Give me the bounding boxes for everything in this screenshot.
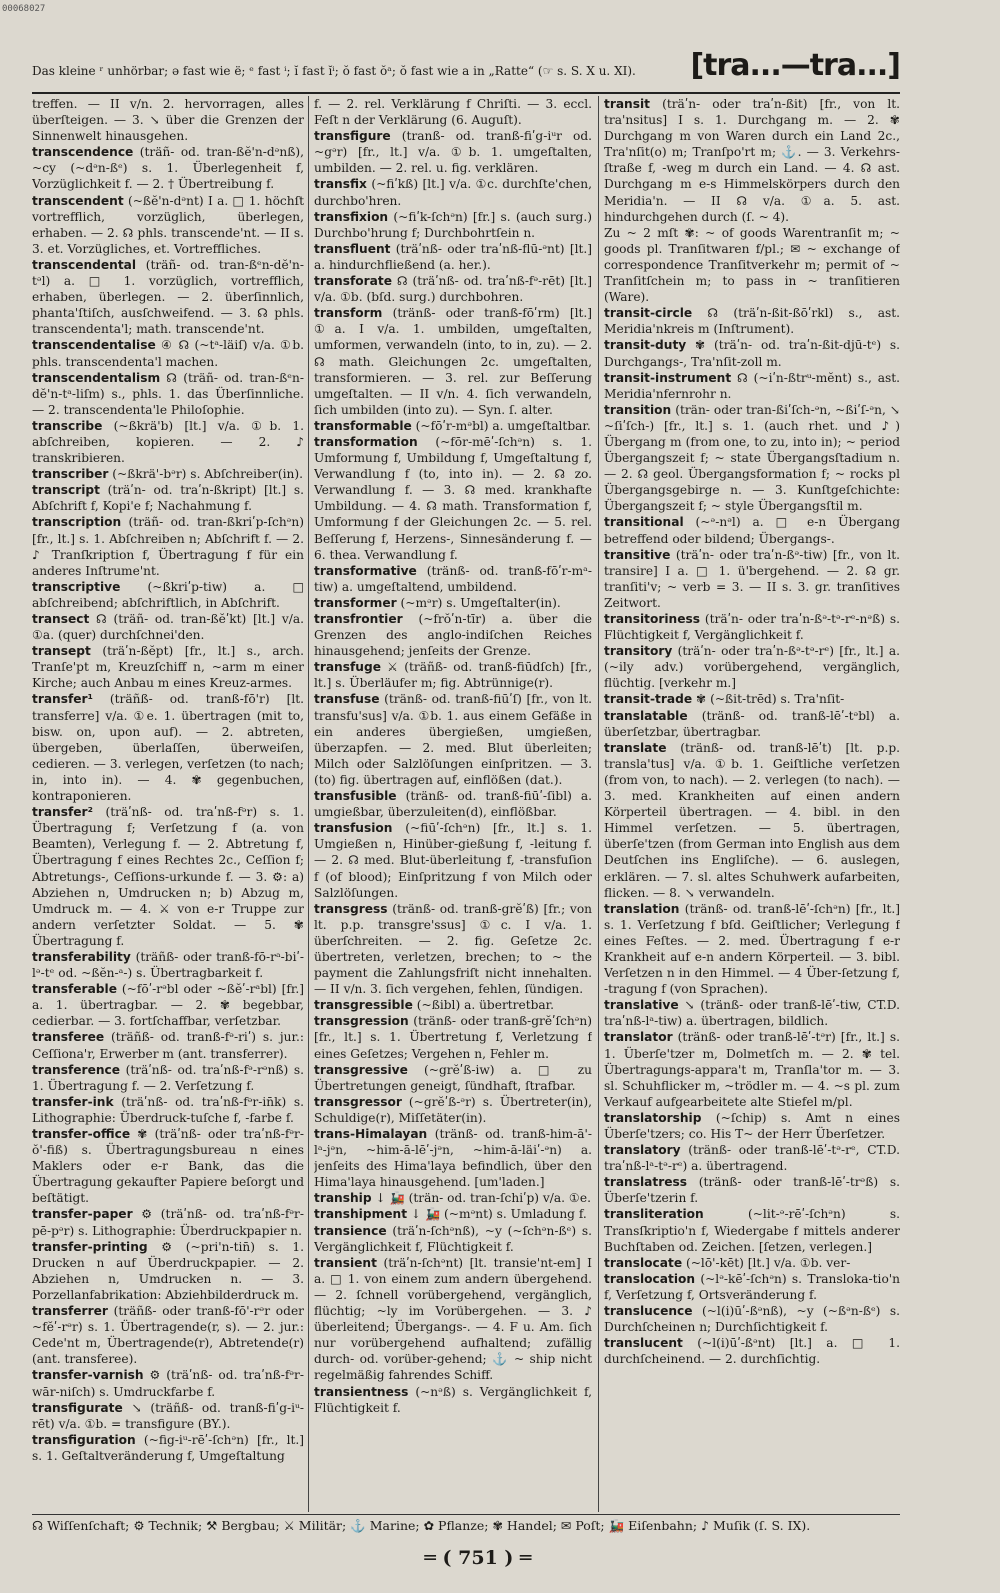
headword: transfix	[314, 177, 367, 192]
entry-definition: ↘ (träñß- od. tranß-fiʹg-iᵘ-rēt) v/a. ①b. = transfigure (BY.).	[32, 1400, 304, 1431]
dictionary-entry	[604, 225, 900, 305]
headword: transforate	[314, 274, 392, 289]
entry-definition: (träñß- od. tranß-fō'r) [lt. transferre] v/a. ①e. 1. übertragen (mit to, bisw. on, upon auf). — 2. abtreten, übergeben, überlaſſen, überweiſen, cedieren. — 3. verlegen, verſetzen (to nach; in, into in). — 4. ✾ gegenbuchen, kontraponieren.	[32, 692, 304, 804]
entry-definition: ⚙ (träʹnß- od. traʹnß-fᵊr-wār-niſch) s. Umdruckfarbe f.	[32, 1368, 304, 1399]
headword: trans-Himalayan	[314, 1127, 428, 1141]
entry-definition: ↘ (tränß- oder tranß-lēʹ-tiw, CT.D. traʹnß-lᵃ-tiw) a. übertragen, bildlich.	[604, 998, 900, 1029]
dictionary-entry	[314, 1126, 592, 1190]
column-3	[604, 96, 900, 1512]
entry-definition: (träʹn- oder traʹn-ßᵊ-tᵊ-rᵉ-nᵊß) s. Flüchtigkeit f, Vergänglichkeit f.	[604, 612, 900, 643]
dictionary-entry	[32, 981, 304, 1029]
dictionary-entry	[604, 1110, 900, 1142]
entry-definition: treffen. — II v/n. 2. hervorragen, alles überſteigen. — 3. ↘ über die Grenzen der Sinnenwelt hinausgehen.	[32, 97, 304, 144]
dictionary-entry	[32, 643, 304, 691]
headword: transitive	[604, 547, 671, 562]
headword: transept	[32, 644, 91, 659]
entry-definition: (träñß- oder tranß-fō'-rᵊr oder ~fĕʹ-rᵊr) s. 1. Übertragende(r, s). — 2. jur.: Cede'nt m, Übertragende(r), Abtretende(r) (ant. transferee).	[32, 1304, 304, 1367]
entry-definition: (tränß- od. tranß-him-ā'-lᵃ-jᵊn, ~him-ā-lēʹ-jᵊn, ~him-ā-läiʹ-ᵊn) a. jenſeits des Hima'laya befindlich, über den Hima'laya hinausgehend. [um'laden.]	[314, 1127, 592, 1190]
dictionary-entry	[604, 337, 900, 369]
headword: transect	[32, 612, 90, 626]
entry-definition: (~frŏʹn-tīr) a. über die Grenzen des anglo-indiſchen Reiches hinausgehend; jenſeits der Grenze.	[314, 612, 592, 659]
dictionary-entry	[314, 1013, 592, 1061]
entry-definition: ⚔ (träñß- od. tranß-fiūdſch) [fr., lt.] s. Überläufer m; fig. Abtrünnige(r).	[314, 660, 592, 691]
headword: transcendentalise	[32, 338, 156, 353]
entry-definition: (träñ- od. tran-ßᵉn-dĕ'n-tᵊl) a. □ 1. vorzüglich, vortrefflich, erhaben, überlegen. — 2. überſinnlich, phanta'ſtiſch, ausſchweifend. — 3. ☊ phls. transcendenta'l; math. transcende'nt.	[32, 257, 304, 337]
column-2	[314, 96, 592, 1512]
headword: transgressor	[314, 1094, 402, 1109]
dictionary-entry	[32, 1303, 304, 1367]
dictionary-entry	[604, 370, 900, 402]
dictionary-entry	[604, 1255, 900, 1271]
headword: transfixion	[314, 209, 389, 224]
dictionary-entry	[604, 901, 900, 998]
headword: tranship	[314, 1191, 372, 1206]
entry-definition: (tränß- od. tranß-lēʹt) [lt. p.p. transla'tus] v/a. ①b. 1. Geiſtliche verſetzen (from von, to nach). — 2. verlegen (to nach). — 3. med. Krankheiten auf einen andern Körperteil übertragen. — 4. bibl. in den Himmel verſetzen. — 5. übertragen, überſe'tzen (from German into English aus dem Deutſchen ins Engliſche). — 6. auslegen, erklären. — 7. sl. altes Schuhwerk aufarbeiten, flicken. — 8. ↘ verwandeln.	[604, 740, 900, 900]
dictionary-entry	[32, 1206, 304, 1238]
dictionary-entry	[604, 1029, 900, 1109]
entry-definition: (~lō'-kēt) [lt.] v/a. ①b. ver-	[682, 1255, 851, 1270]
dictionary-entry	[314, 241, 592, 273]
headword: translatorship	[604, 1110, 702, 1125]
dictionary-entry	[32, 1367, 304, 1399]
headword: transfer-printing	[32, 1239, 148, 1254]
entry-definition: (~ßkrä'b) [lt.] v/a. ①b. 1. abſchreiben, kopieren. — 2. ♪ transkribieren.	[32, 418, 304, 466]
entry-definition: (~fiūʹ-ſchᵊn) [fr., lt.] s. 1. Umgießen n, Hinüber-gießung f, -leitung f. — 2. ☊ med. Blut-überleitung f, -transfuſion f (of blood); Einſpritzung f von Milch oder Salzlöſungen.	[314, 821, 592, 900]
entry-definition: (~lᵊ-kēʹ-ſchᵊn) s. Transloka-tio'n f, Verſetzung f, Ortsveränderung f.	[604, 1271, 900, 1302]
headword: transferee	[32, 1030, 105, 1045]
headword: transientness	[314, 1384, 409, 1399]
dictionary-entry	[32, 1400, 304, 1432]
headword: transliteration	[604, 1207, 704, 1222]
dictionary-entry	[314, 128, 592, 176]
dictionary-entry	[32, 337, 304, 369]
dictionary-entry	[604, 691, 900, 707]
entry-definition: (~ßĕ'n-dᵊnt) I a. □ 1. höchſt vortrefflich, vorzüglich, überlegen, erhaben. — 2. ☊ phls. transcende'nt. — II s. 3. et. Vorzügliches, et. Vortreffliches.	[32, 193, 304, 256]
entry-definition: (tranß- od. tranß-fiʹg-iᵘr od. ~gᵊr) [fr., lt.] v/a. ①b. 1. umgeſtalten, umbilden. — 2. rel. u. fig. verklären.	[314, 129, 592, 176]
entry-definition: ✾ (träʹn- od. traʹn-ßit-djū-tᵉ) s. Durchgangs-, Tra'nſit-zoll m.	[604, 338, 900, 369]
headword: transfigurate	[32, 1400, 123, 1415]
entry-definition: (träʹn-ßĕpt) [fr., lt.] s., arch. Tranſe'pt m, Kreuzſchiff n, ~arm m einer Kirche; auch Anbau m eines Kreuz-armes.	[32, 644, 304, 691]
entry-definition: (tränß- od. tranß-lēʹ-ſchᵊn) [fr., lt.] s. 1. Verſetzung f bſd. Geiſtlicher; Verlegung f eines Feſtes. — 2. med. Übertragung f e-r Krankheit auf e-n andern Körperteil. — 3. bibl. Verſetzen n in den Himmel. — 4 Über-ſetzung f, -tragung f (von Sprachen).	[604, 901, 900, 997]
dictionary-entry	[604, 643, 900, 691]
headword: transferable	[32, 982, 117, 997]
headword: transcendental	[32, 257, 137, 272]
headword: transference	[32, 1062, 121, 1077]
guide-words: [tra...—tra...]	[690, 48, 900, 83]
headword: transit-trade	[604, 692, 693, 707]
entry-definition: (~fiʹk-ſchᵊn) [fr.] s. (auch surg.) Durchbo'hrung f; Durchbohrtſein n.	[314, 209, 592, 240]
dictionary-entry	[32, 370, 304, 418]
dictionary-entry	[314, 788, 592, 820]
page-id-stamp: 00068027	[2, 4, 46, 14]
headword: transferrer	[32, 1304, 108, 1319]
dictionary-entry	[314, 1190, 592, 1206]
dictionary-entry	[604, 1303, 900, 1335]
columns-area	[32, 96, 900, 1512]
dictionary-entry	[314, 1384, 592, 1416]
symbol-legend: ☊ Wiſſenſchaft; ⚙ Technik; ⚒ Bergbau; ⚔ Militär; ⚓ Marine; ✿ Pflanze; ✾ Handel; ✉ Poſt; 🚂 Eiſenbahn; ♪ Muſik (ſ. S. IX).	[32, 1518, 811, 1533]
headword: translucence	[604, 1304, 693, 1319]
headword: transformable	[314, 418, 412, 433]
headword: translatory	[604, 1143, 681, 1158]
entry-definition: (~fig-iᵘ-rēʹ-ſchᵊn) [fr., lt.] s. 1. Geſtaltveränderung f, Umgeſtaltung	[32, 1432, 304, 1463]
headword: transcribe	[32, 418, 103, 433]
dictionary-entry	[32, 482, 304, 514]
dictionary-entry	[604, 1174, 900, 1206]
entry-definition: (träʹn- oder traʹn-ßit) [fr., von lt. tra'nsitus] I s. 1. Durchgang m. — 2. ✾ Durchgang m von Waren durch ein Land 2c., Tra'nſit(o) m; Tranſpo'rt m; ⚓. — 3. Verkehrs-ſtraße f, -weg m durch ein Land. — 4. ☊ ast. Durchgang m e-s Himmelskörpers durch den Meridia'n. — II ☊ v/a. ①a. 5. ast. hindurchgehen durch (ſ. ~ 4).	[604, 97, 900, 224]
dictionary-entry	[604, 997, 900, 1029]
dictionary-entry	[32, 691, 304, 804]
entry-definition: (~nᵊß) s. Vergänglichkeit f, Flüchtigkeit f.	[314, 1384, 592, 1415]
entry-definition: (tränß- oder tranß-lēʹ-tᵊ-rᵉ, CT.D. traʹnß-lᵃ-tᵊ-rᵉ) a. übertragend.	[604, 1143, 900, 1174]
footer-rule	[32, 1514, 900, 1515]
dictionary-entry	[32, 418, 304, 466]
entry-definition: (trän- oder tran-ßiʹſch-ᵊn, ~ßiʹſ-ᵊn, ↘ ~ſiʹſch-) [fr., lt.] s. 1. (auch rhet. und ♪) Übergang m (from one, to zu, into in); ~ period Übergangszeit f; ~ state Übergangsſtadium n. — 2. ☊ geol. Übergangsformation f; ~ rocks pl Übergangsgebirge n. — 3. Kunſtgeſchichte: Übergangszeit f; ~ style Übergangsſtil m.	[604, 402, 900, 514]
headword: transfer-ink	[32, 1094, 114, 1109]
headword: transition	[604, 402, 672, 417]
headword: transit-circle	[604, 306, 693, 321]
page-number: ═ ( 751 ) ═	[424, 1547, 532, 1569]
dictionary-entry	[32, 144, 304, 192]
headword: transfusible	[314, 789, 397, 804]
entry-definition: ⚙ (~pri'n-tin̄) s. 1. Drucken n auf Überdruckpapier. — 2. Abziehen n, Umdrucken n. — 3. Porzellanfabrikation: Abziehbilderdruck m.	[32, 1239, 304, 1302]
headword: transcendent	[32, 193, 124, 208]
entry-definition: (träʹn- od. traʹn-ßkript) [lt.] s. Abſchrift f, Kopi'e f; Nachahmung f.	[32, 483, 304, 514]
headword: transit	[604, 97, 650, 111]
dictionary-entry	[314, 1206, 592, 1222]
headword: transcendence	[32, 145, 134, 160]
entry-definition: (~lit-ᵊ-rēʹ-ſchᵊn) s. Transſkriptio'n f, Wiedergabe f mittels anderer Buchſtaben od. Zeichen. [ſetzen, verlegen.]	[604, 1207, 900, 1254]
entry-definition: Zu ~ 2 mſt ✾: ~ of goods Warentranſit m; ~ goods pl. Tranſitwaren f/pl.; ✉ ~ exchange of correspondence Tranſitverkehr m; permit of ~ Tranſitſchein m; to pass in ~ tranſitieren (Ware).	[604, 225, 900, 305]
headword: transfer-varnish	[32, 1368, 144, 1383]
entry-definition: (träʹn- oder traʹn-ßᵊ-tiw) [fr., von lt. transire] I a. □ 1. ü'bergehend. — 2. ☊ gr. tranſiti'v; ~ verb = 3. — II s. 3. gr. tranſitives Zeitwort.	[604, 547, 900, 610]
dictionary-entry	[32, 257, 304, 337]
dictionary-entry	[314, 1255, 592, 1384]
dictionary-entry	[604, 611, 900, 643]
entry-definition: ☊ (träñ- od. tran-ßᵉn-dĕ'n-tᵃ-liſm) s., phls. 1. das Überſinnliche. — 2. transcendenta'le Philoſophie.	[32, 370, 304, 417]
headword: transhipment	[314, 1207, 408, 1222]
dictionary-entry	[314, 418, 592, 434]
headword: transcript	[32, 483, 100, 498]
dictionary-entry	[32, 1029, 304, 1061]
dictionary-entry	[314, 176, 592, 208]
entry-definition: (tränß- od. tranß-fiūʹſ) [fr., von lt. transfu'sus] v/a. ①b. 1. aus einem Gefäße in ein anderes übergießen, umgießen, überzapfen. — 2. med. Blut überleiten; Milch oder Salzlöſungen einſpritzen. — 3. (to) fig. übertragen auf, einflößen (dat.).	[314, 692, 592, 787]
headword: translate	[604, 740, 667, 755]
entry-definition: (tränß- od. tranß-fiūʹ-ſibl) a. umgießbar, überzuleiten(d), einflößbar.	[314, 789, 592, 820]
entry-definition: ⚙ (träʹnß- od. traʹnß-fᵊr-pē-pᵊr) s. Lithographie: Überdruckpapier n.	[32, 1207, 304, 1238]
dictionary-entry	[32, 1062, 304, 1094]
dictionary-entry	[32, 1239, 304, 1303]
dictionary-entry	[314, 273, 592, 305]
entry-definition: (träñ- od. tran-ßĕ'n-dᵊnß), ~cy (~dᵊn-ßᵉ) s. 1. Überlegenheit f, Vorzüglichkeit f. — 2. † Übertreibung f.	[32, 145, 304, 192]
entry-definition: ☊ (träʹn-ßit-ßōʹrkl) s., ast. Meridia'nkreis m (Inſtrument).	[604, 306, 900, 337]
entry-definition: ↓ 🚂 (trän- od. tran-ſchiʹp) v/a. ①e.	[371, 1191, 591, 1206]
dictionary-entry	[314, 901, 592, 998]
headword: transience	[314, 1223, 387, 1238]
headword: transcendentalism	[32, 370, 161, 385]
headword: transfer-paper	[32, 1207, 133, 1222]
column-divider	[598, 96, 599, 1512]
headword: transfuge	[314, 660, 381, 675]
header-rule	[32, 92, 900, 94]
dictionary-entry	[314, 659, 592, 691]
dictionary-entry	[314, 997, 592, 1013]
headword: translatress	[604, 1175, 688, 1190]
headword: transcriptive	[32, 579, 121, 594]
entry-definition: (~grĕʹß-ᵊr) s. Übertreter(in), Schuldige(r), Miſſetäter(in).	[314, 1094, 592, 1125]
column-divider	[308, 96, 309, 1512]
dictionary-entry	[32, 579, 304, 611]
headword: translocate	[604, 1255, 683, 1270]
entry-definition: (~ßibl) a. übertretbar.	[412, 998, 555, 1013]
entry-definition: (~ßkrä'-bᵊr) s. Abſchreiber(in).	[108, 467, 304, 482]
headword: transfer-office	[32, 1127, 131, 1141]
dictionary-entry	[32, 193, 304, 257]
headword: transfer²	[32, 805, 93, 820]
entry-definition: (träʹnß- oder traʹnß-flū-ᵊnt) [lt.] a. hindurchfließend (a. her.).	[314, 241, 592, 272]
dictionary-entry	[604, 96, 900, 225]
dictionary-entry	[32, 96, 304, 144]
pronunciation-key-header: Das kleine ʳ unhörbar; ə fast wie ë; ᵉ fast ⁱ; ĭ fast ĭⁱ; ŏ fast ŏᵃ; ŏ fast wie a in „Ratte“ (☞ s. S. X u. XI).	[32, 64, 636, 78]
dictionary-entry	[32, 514, 304, 578]
headword: transit-instrument	[604, 370, 732, 385]
entry-definition: ☊ (träñ- od. tran-ßĕʹkt) [lt.] v/a. ①a. (quer) durchſchnei'den.	[32, 612, 304, 643]
entry-definition: (~mᵊr) s. Umgeſtalter(in).	[396, 595, 561, 610]
entry-definition: ④ ☊ (~tᵃ-läiſ) v/a. ①b. phls. transcendenta'l machen.	[32, 338, 304, 369]
headword: translative	[604, 998, 679, 1013]
headword: transgression	[314, 1014, 409, 1029]
headword: transcription	[32, 515, 122, 530]
headword: transfrontier	[314, 612, 403, 626]
entry-definition: (~fōr-mēʹ-ſchᵊn) s. 1. Umformung f, Umbildung f, Umgeſtaltung f, Verwandlung f (to, into in). — 2. ☊ zo. Verwandlung f. — 3. ☊ med. krankhafte Umbildung. — 4. ☊ math. Transformation f, Umformung f der Gleichungen 2c. — 5. rel. Beſſerung f, Herzens-, Sinnesänderung f. — 6. thea. Verwandlung f.	[314, 434, 592, 562]
entry-definition: (träʹn-ſchᵊnt) [lt. transie'nt-em] I a. □ 1. von einem zum andern übergehend. — 2. ſchnell vorübergehend, vergänglich, flüchtig; ~ly im Vorübergehen. — 3. ♪ überleitend; Übergangs-. — 4. F u. Am. ſich nur vorübergehend aufhaltend; zufällig durch- od. vorüber-gehend; ⚓ ~ ship nicht regelmäßig fahrendes Schiff.	[314, 1255, 592, 1383]
dictionary-entry	[314, 1223, 592, 1255]
dictionary-entry	[32, 804, 304, 949]
headword: transit-duty	[604, 338, 687, 353]
dictionary-entry	[32, 1094, 304, 1126]
dictionary-entry	[314, 563, 592, 595]
headword: transfiguration	[32, 1432, 136, 1447]
dictionary-entry	[604, 740, 900, 901]
dictionary-entry	[604, 1142, 900, 1174]
entry-definition: ✾ (träʹnß- oder traʹnß-fᵊr-ŏ'-fiß) s. Übertragungsbureau n eines Maklers oder e-r Bank, das die Übertragung gekaufter Papiere beſorgt und beſtätigt.	[32, 1127, 304, 1206]
headword: translucent	[604, 1336, 683, 1351]
column-1	[32, 96, 304, 1512]
entry-definition: (träñß- od. tranß-fᵊ-riʹ) s. jur.: Ceſſiona'r, Erwerber m (ant. transferrer).	[32, 1030, 304, 1061]
dictionary-entry	[32, 949, 304, 981]
headword: translocation	[604, 1271, 696, 1286]
entry-definition: (~fōʹ-rᵊbl oder ~ßĕʹ-rᵃbl) [fr.] a. 1. übertragbar. — 2. ✾ begebbar, cedierbar. — 3. fortſchaffbar, verſetzbar.	[32, 982, 304, 1029]
headword: transgress	[314, 901, 388, 916]
headword: translator	[604, 1030, 673, 1045]
entry-definition: (tränß- oder tranß-lēʹ-tᵊr) [fr., lt.] s. 1. Überſe'tzer m, Dolmetſch m. — 2. ✾ tel. Übertragungs-appara't m, Tranſla'tor m. — 3. sl. Schuhflicker m, ~trödler m. — 4. ~s pl. zum Verkauf aufgearbeitete alte Stiefel m/pl.	[604, 1030, 900, 1109]
dictionary-entry	[314, 1094, 592, 1126]
dictionary-entry	[604, 402, 900, 515]
headword: translatable	[604, 708, 688, 723]
entry-definition: (~ßkriʹp-tiw) a. □ abſchreibend; abſchriftlich, in Abſchrift.	[32, 579, 304, 610]
headword: transgressible	[314, 998, 413, 1013]
headword: transfluent	[314, 241, 391, 256]
entry-definition: (~l(i)ūʹ-ßᵊnt) [lt.] a. □ 1. durchſcheinend. — 2. durchſichtig.	[604, 1336, 900, 1367]
entry-definition: (~grĕʹß-iw) a. □ zu Übertretungen geneigt, ſündhaft, ſtrafbar.	[314, 1062, 592, 1093]
dictionary-entry	[604, 1271, 900, 1303]
dictionary-entry	[314, 305, 592, 418]
entry-definition: (tränß- oder tranß-fōʹrm) [lt.] ①a. I v/a. 1. umbilden, umgeſtalten, umformen, verwandeln (into, to in, zu). — 2. ☊ math. Gleichungen 2c. umgeſtalten, transformieren. — 3. rel. zur Beſſerung umgeſtalten. — II v/n. 4. ſich verwandeln, ſich umbilden (into zu). — Syn. ſ. alter.	[314, 306, 592, 417]
dictionary-entry	[32, 1432, 304, 1464]
headword: transformer	[314, 595, 397, 610]
dictionary-entry	[314, 209, 592, 241]
entry-definition: (träʹn- oder traʹn-ßᵊ-tᵊ-rᵉ) [fr., lt.] a. (~ily adv.) vorübergehend, vergänglich, flüchtig. [verkehr m.]	[604, 644, 900, 691]
entry-definition: (~fōʹr-mᵊbl) a. umgeſtaltbar.	[411, 418, 591, 433]
dictionary-entry	[314, 611, 592, 659]
entry-definition: ✾ (~ßit-trēd) s. Tra'nſit-	[692, 692, 845, 707]
entry-definition: (tränß- od. tranß-grĕʹß) [fr.; von lt. p.p. transgre'ssus] ①c. I v/a. 1. überſchreiten. — 2. fig. Geſetze 2c. übertreten, verletzen, brechen; to ~ the payment die Zahlungsfriſt nicht innehalten. — II v/n. 3. ſich vergehen, fehlen, ſündigen.	[314, 901, 592, 997]
headword: transferability	[32, 949, 131, 964]
entry-definition: (tränß- oder tranß-lēʹ-trᵊß) s. Überſe'tzerin f.	[604, 1175, 900, 1206]
dictionary-entry	[32, 466, 304, 482]
entry-definition: (~fiʹkß) [lt.] v/a. ①c. durchſte'chen, durchbo'hren.	[314, 177, 592, 208]
dictionary-entry	[314, 96, 592, 128]
entry-definition: ↓ 🚂 (~mᵊnt) s. Umladung f.	[407, 1207, 587, 1222]
entry-definition: (~ſchip) s. Amt n eines Überſe'tzers; co. His T~ der Herr Überſetzer.	[604, 1110, 900, 1141]
dictionary-entry	[314, 434, 592, 563]
dictionary-entry	[604, 514, 900, 546]
headword: translation	[604, 901, 680, 916]
headword: transfuse	[314, 692, 380, 707]
dictionary-entry	[32, 1126, 304, 1206]
dictionary-entry	[604, 1206, 900, 1254]
entry-definition: (~ᵊ-nᵊl) a. □ e-n Übergang betreffend oder bildend; Übergangs-.	[604, 515, 900, 546]
headword: transform	[314, 306, 383, 321]
entry-definition: (träʹnß- od. traʹnß-fᵊr-in̄k) s. Lithographie: Überdruck-tuſche f, -farbe f.	[32, 1094, 304, 1125]
headword: transitory	[604, 644, 673, 659]
dictionary-entry	[32, 611, 304, 643]
headword: transfigure	[314, 129, 391, 144]
entry-definition: (träʹnß- od. traʹnß-fᵊ-rᵊnß) s. 1. Übertragung f. — 2. Verſetzung f.	[32, 1062, 304, 1093]
entry-definition: ☊ (träʹnß- od. traʹnß-fᵊ-rēt) [lt.] v/a. ①b. (bſd. surg.) durchbohren.	[314, 274, 592, 305]
entry-definition: (träʹnß- od. traʹnß-fᵊr) s. 1. Übertragung f; Verſetzung f (a. von Beamten), Verlegung f. — 2. Abtretung f, Übertragung f eines Rechtes 2c., Ceſſion f; Abtretungs-, Ceſſions-urkunde f. — 3. ⚙: a) Abziehen n, Umdrucken n; b) Abzug m, Umdruck m. — 4. ⚔ von e-r Truppe zur andern verſetzter Soldat. — 5. ✾ Übertragung f.	[32, 805, 304, 948]
dictionary-entry	[604, 708, 900, 740]
entry-definition: (tränß- od. tranß-lēʹ-tᵊbl) a. überſetzbar, übertragbar.	[604, 708, 900, 739]
headword: transgressive	[314, 1062, 408, 1077]
entry-definition: (tränß- oder tranß-grĕʹſchᵊn) [fr., lt.] s. 1. Übertretung f, Verletzung f eines Geſetzes; Vergehen n, Fehler m.	[314, 1014, 592, 1061]
dictionary-entry	[314, 1062, 592, 1094]
headword: transformation	[314, 434, 418, 449]
headword: transfer¹	[32, 692, 93, 707]
dictionary-entry	[604, 305, 900, 337]
entry-definition: (träñß- oder tranß-fō-rᵃ-biʹ-lᵊ-tᵉ od. ~ßĕn-ᵃ-) s. Übertragbarkeit f.	[32, 949, 304, 981]
dictionary-entry	[604, 1335, 900, 1367]
headword: transformative	[314, 563, 417, 578]
dictionary-entry	[314, 691, 592, 788]
headword: transitional	[604, 515, 684, 530]
dictionary-entry	[314, 595, 592, 611]
dictionary-entry	[604, 547, 900, 611]
headword: transfusion	[314, 821, 393, 836]
entry-definition: ☊ (~iʹn-ßtrᵘ-mĕnt) s., ast. Meridia'nfernrohr n.	[604, 370, 900, 401]
headword: transcriber	[32, 467, 109, 482]
entry-definition: (träñ- od. tran-ßkriʹp-ſchᵊn) [fr., lt.] s. 1. Abſchreiben n; Abſchrift f. — 2. ♪ Tranſkription f, Übertragung f für ein anderes Inſtrume'nt.	[32, 515, 304, 578]
entry-definition: (träʹn-ſchᵊnß), ~y (~ſchᵊn-ßᵉ) s. Vergänglichkeit f, Flüchtigkeit f.	[314, 1223, 592, 1254]
entry-definition: f. — 2. rel. Verklärung f Chriſti. — 3. eccl. Feſt n der Verklärung (6. Auguſt).	[314, 97, 592, 128]
headword: transitoriness	[604, 612, 701, 626]
dictionary-entry	[314, 820, 592, 900]
entry-definition: (~l(i)ūʹ-ßᵊnß), ~y (~ßᵊn-ßᵉ) s. Durchſcheinen n; Durchſichtigkeit f.	[604, 1304, 900, 1335]
headword: transient	[314, 1255, 377, 1270]
entry-definition: (tränß- od. tranß-fōʹr-mᵃ-tiw) a. umgeſtaltend, umbildend.	[314, 563, 592, 594]
